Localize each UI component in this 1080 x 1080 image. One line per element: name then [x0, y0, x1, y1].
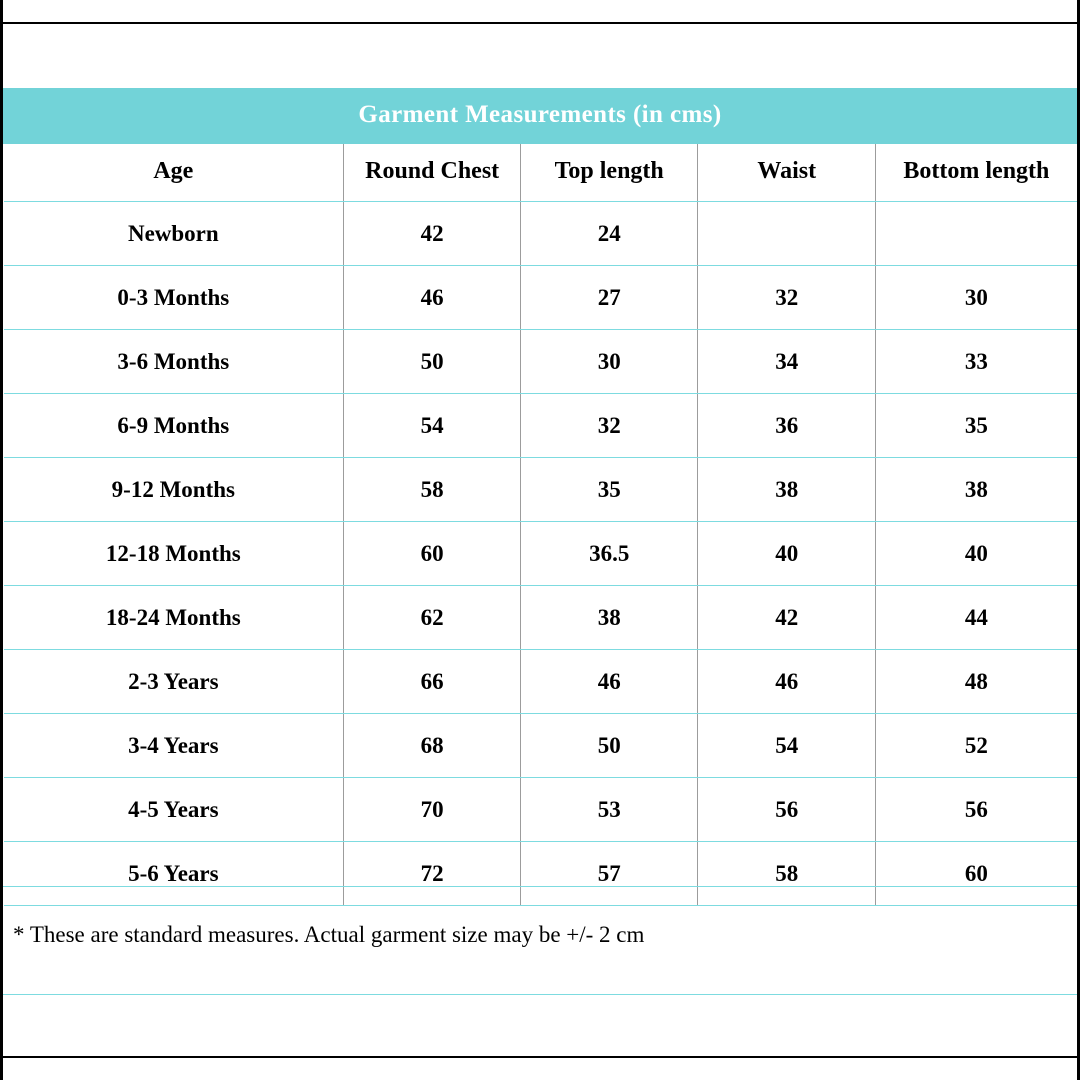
cell-bottom-length	[876, 202, 1077, 266]
cell-waist: 38	[698, 458, 876, 522]
table-row	[4, 522, 1077, 586]
cell-top-length: 46	[521, 650, 698, 714]
cell-waist: 58	[698, 842, 876, 906]
cell-waist	[698, 202, 876, 266]
table-row	[4, 650, 1077, 714]
cell-bottom-length: 56	[876, 778, 1077, 842]
cell-waist: 56	[698, 778, 876, 842]
table-header-row	[4, 144, 1077, 202]
cell-bottom-length: 52	[876, 714, 1077, 778]
cell-top-length: 24	[521, 202, 698, 266]
cell-top-length: 30	[521, 330, 698, 394]
table-row	[4, 714, 1077, 778]
table-row	[4, 330, 1077, 394]
bottom-border-line	[3, 1056, 1077, 1058]
note-divider-bottom	[3, 994, 1077, 995]
cell-waist: 32	[698, 266, 876, 330]
table-row	[4, 394, 1077, 458]
column-header-top-length: Top length	[521, 144, 698, 202]
cell-round-chest: 70	[344, 778, 521, 842]
table-row	[4, 458, 1077, 522]
cell-bottom-length: 40	[876, 522, 1077, 586]
measurements-table	[3, 88, 1077, 906]
top-border-line	[3, 22, 1077, 24]
cell-round-chest: 46	[344, 266, 521, 330]
cell-waist: 42	[698, 586, 876, 650]
column-header-age: Age	[4, 144, 344, 202]
cell-waist: 40	[698, 522, 876, 586]
cell-waist: 54	[698, 714, 876, 778]
cell-bottom-length: 35	[876, 394, 1077, 458]
cell-round-chest: 42	[344, 202, 521, 266]
cell-top-length: 35	[521, 458, 698, 522]
cell-waist: 36	[698, 394, 876, 458]
cell-age: 3-4 Years	[4, 714, 344, 778]
measurements-table-container	[3, 88, 1077, 906]
cell-top-length: 57	[521, 842, 698, 906]
column-header-waist: Waist	[698, 144, 876, 202]
cell-top-length: 38	[521, 586, 698, 650]
cell-top-length: 32	[521, 394, 698, 458]
cell-round-chest: 58	[344, 458, 521, 522]
column-header-bottom-length: Bottom length	[876, 144, 1077, 202]
column-header-round-chest: Round Chest	[344, 144, 521, 202]
table-row	[4, 202, 1077, 266]
cell-round-chest: 54	[344, 394, 521, 458]
footnote: * These are standard measures. Actual garment size may be +/- 2 cm	[13, 922, 645, 947]
cell-age: Newborn	[4, 202, 344, 266]
cell-bottom-length: 30	[876, 266, 1077, 330]
table-row	[4, 842, 1077, 906]
cell-bottom-length: 33	[876, 330, 1077, 394]
cell-bottom-length: 48	[876, 650, 1077, 714]
cell-top-length: 27	[521, 266, 698, 330]
cell-age: 0-3 Months	[4, 266, 344, 330]
cell-age: 6-9 Months	[4, 394, 344, 458]
cell-bottom-length: 44	[876, 586, 1077, 650]
table-title: Garment Measurements (in cms)	[4, 89, 1077, 144]
cell-age: 4-5 Years	[4, 778, 344, 842]
cell-round-chest: 60	[344, 522, 521, 586]
cell-top-length: 36.5	[521, 522, 698, 586]
cell-round-chest: 50	[344, 330, 521, 394]
cell-top-length: 50	[521, 714, 698, 778]
cell-age: 3-6 Months	[4, 330, 344, 394]
table-row	[4, 778, 1077, 842]
cell-round-chest: 66	[344, 650, 521, 714]
cell-waist: 46	[698, 650, 876, 714]
cell-top-length: 53	[521, 778, 698, 842]
cell-bottom-length: 38	[876, 458, 1077, 522]
cell-round-chest: 72	[344, 842, 521, 906]
cell-waist: 34	[698, 330, 876, 394]
cell-round-chest: 68	[344, 714, 521, 778]
cell-age: 12-18 Months	[4, 522, 344, 586]
cell-age: 2-3 Years	[4, 650, 344, 714]
table-row	[4, 586, 1077, 650]
table-row	[4, 266, 1077, 330]
cell-age: 9-12 Months	[4, 458, 344, 522]
cell-round-chest: 62	[344, 586, 521, 650]
note-divider-top	[3, 886, 1077, 887]
cell-bottom-length: 60	[876, 842, 1077, 906]
cell-age: 5-6 Years	[4, 842, 344, 906]
cell-age: 18-24 Months	[4, 586, 344, 650]
table-title-row	[4, 89, 1077, 144]
table-body	[4, 202, 1077, 906]
